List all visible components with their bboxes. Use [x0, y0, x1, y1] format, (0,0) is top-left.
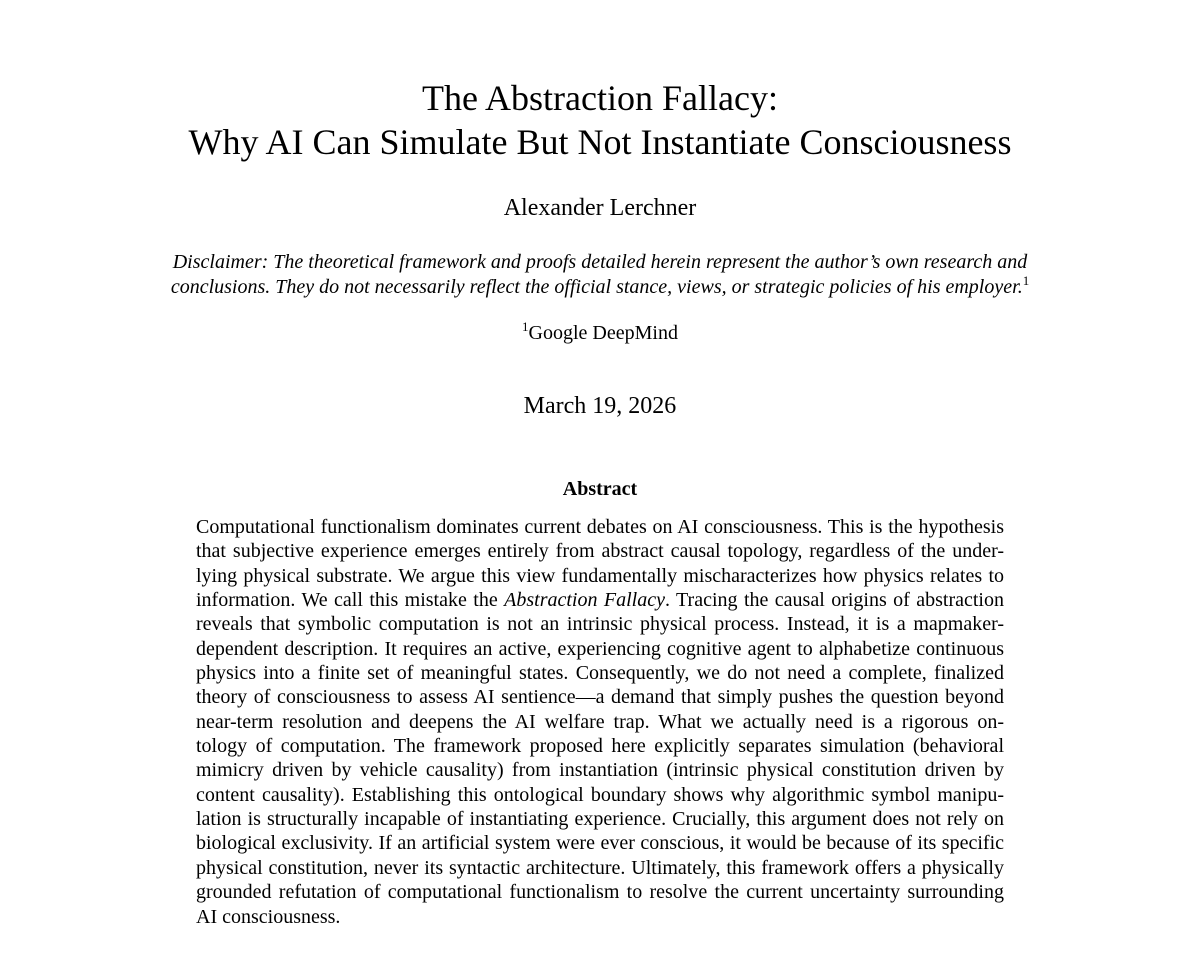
- affiliation-mark: 1: [522, 319, 529, 334]
- abstract-line: tology of computation. The framework proposed here explicitly separates simulation (behavioral: [196, 735, 1004, 758]
- affiliation-name: Google DeepMind: [528, 322, 678, 344]
- abstract-line: biological exclusivity. If an artificial system were ever conscious, it would be because of its specific: [196, 832, 1004, 855]
- disclaimer-line-2: conclusions. They do not necessarily reflect the official stance, views, or strategic policies of his employer.: [170, 275, 1023, 298]
- abstraction-fallacy-term: Abstraction Fallacy: [504, 589, 665, 612]
- abstract-line: theory of consciousness to assess AI sentience—a demand that simply pushes the question beyond: [196, 686, 1004, 709]
- abstract-line: [196, 588, 1004, 612]
- abstract-line: physics into a finite set of meaningful states. Consequently, we do not need a complete, finalized: [196, 662, 1004, 685]
- abstract-body: [196, 515, 1004, 929]
- abstract-line: dependent description. It requires an active, experiencing cognitive agent to alphabetize continuous: [196, 637, 1004, 660]
- abstract-line: near-term resolution and deepens the AI welfare trap. What we actually need is a rigorous on-: [196, 710, 1004, 733]
- abstract-line: AI consciousness.: [196, 905, 341, 928]
- abstract-line: mimicry driven by vehicle causality) from instantiation (intrinsic physical constitution driven by: [196, 759, 1004, 782]
- disclaimer-line-1: Disclaimer: The theoretical framework and proofs detailed herein represent the author’s own research and: [172, 251, 1028, 273]
- abstract-line-4-head: information. We call this mistake the: [196, 589, 498, 612]
- paper-title: [0, 76, 1200, 164]
- abstract-line: Computational functionalism dominates current debates on AI consciousness. This is the hypothesis: [196, 516, 1004, 538]
- abstract-heading: Abstract: [562, 478, 638, 500]
- title-line-2: Why AI Can Simulate But Not Instantiate Consciousness: [188, 122, 1012, 162]
- abstract-line: grounded refutation of computational functionalism to resolve the current uncertainty surrounding: [196, 881, 1004, 904]
- title-line-1: The Abstraction Fallacy:: [422, 78, 778, 118]
- author-name: Alexander Lerchner: [503, 195, 697, 221]
- publication-date: March 19, 2026: [523, 393, 677, 419]
- abstract-line: that subjective experience emerges entirely from abstract causal topology, regardless of the under-: [196, 540, 1004, 563]
- disclaimer-footnote-mark: 1: [1022, 272, 1030, 288]
- abstract-line: reveals that symbolic computation is not an intrinsic physical process. Instead, it is a mapmaker-: [196, 613, 1004, 636]
- abstract-line: lation is structurally incapable of instantiating experience. Crucially, this argument does not rely on: [196, 808, 1004, 831]
- abstract-line: lying physical substrate. We argue this view fundamentally mischaracterizes how physics relates to: [196, 564, 1004, 587]
- abstract-line: physical constitution, never its syntactic architecture. Ultimately, this framework offers a physically: [196, 856, 1004, 879]
- abstract-line: content causality). Establishing this ontological boundary shows why algorithmic symbol manipu-: [196, 783, 1004, 806]
- disclaimer: [150, 250, 1050, 299]
- abstract-line-4-tail: . Tracing the causal origins of abstraction: [664, 589, 1004, 612]
- affiliation: [0, 320, 1200, 346]
